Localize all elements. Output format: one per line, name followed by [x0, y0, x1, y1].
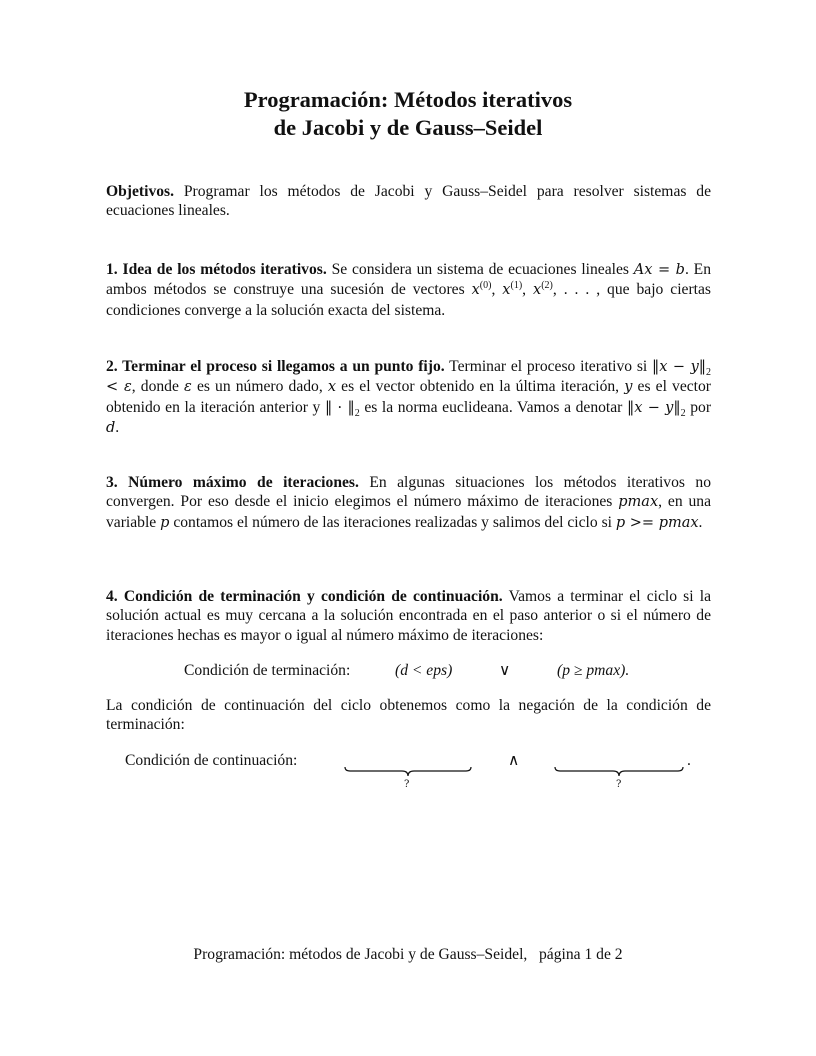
continuation-label: Condición de continuación: [125, 752, 298, 769]
less-than-eps: < ε [106, 379, 132, 396]
section-2-text: Terminar el proceso iterativo si [449, 358, 648, 375]
symbol-p: p [160, 514, 170, 531]
section-2-text: , donde [131, 378, 179, 396]
section-3-paragraph [106, 473, 711, 533]
section-3-text: . [698, 513, 703, 531]
underbrace-2 [554, 766, 684, 778]
title-line-2: de Jacobi y de Gauss–Seidel [273, 115, 543, 140]
section-4-heading: 4. Condición de terminación y condición de continuación. [106, 588, 503, 605]
section-2-text: es un número dado, [196, 378, 323, 396]
section-1-text: , . . . , que bajo ciertas condiciones converge a la solución exacta del sistema. [106, 281, 711, 319]
objetivos-paragraph [106, 182, 711, 221]
vector-x1: x [502, 282, 511, 299]
placeholder-question-2: ? [616, 779, 622, 790]
section-3-text: contamos el número de las iteraciones realizadas y salimos del ciclo si [173, 513, 612, 531]
section-2-text: por [690, 398, 712, 416]
negation-paragraph: La condición de continuación del ciclo obtenemos como la negación de la condición de terminación: [106, 697, 711, 734]
objetivos-heading: Objetivos. [106, 183, 175, 200]
superscript-0: (0) [479, 280, 492, 292]
superscript-1: (1) [510, 280, 523, 292]
section-1-paragraph: 1. Idea de los métodos iterativos. Se considera un sistema de ecuaciones lineales Ax = b. En ambos métodos se construye una sucesión de vectores $x^{(0)}$, $x^{(1)}$, $x^{(2)}$, . . . , que bajo ciertas condiciones converge a la solución exacta del sistema. [106, 261, 711, 319]
section-3-heading: 3. Número máximo de iteraciones. [106, 474, 359, 491]
equation-ax-b: Ax = b [633, 262, 685, 278]
termination-condition-a: (d < eps) [395, 662, 453, 679]
symbol-pmax: pmax [618, 494, 659, 511]
section-1-text: . En ambos métodos se construye una sucesión de vectores [106, 261, 711, 299]
symbol-d: d [106, 419, 116, 436]
superscript-2: (2) [541, 280, 553, 292]
section-3-text: En algunas situaciones los métodos iterativos no convergen. Por eso desde el inicio elegimos el número máximo de iteraciones [106, 474, 712, 511]
norm-expression: ‖x − y‖ [626, 399, 681, 416]
norm-subscript: 2 [680, 407, 686, 419]
norm-subscript: 2 [706, 367, 712, 379]
section-2-text: es la norma euclideana. Vamos a denotar [364, 398, 623, 416]
section-3-text: , en una variable [106, 493, 711, 531]
termination-condition-b: (p ≥ pmax). [557, 662, 630, 679]
and-symbol: ∧ [508, 752, 520, 769]
placeholder-question-1: ? [404, 779, 410, 790]
section-2-text: es el vector obtenido en la última iteración, [341, 378, 620, 396]
norm-subscript: 2 [354, 407, 360, 419]
section-2-text: es el vector obtenido en la iteración anterior y [106, 378, 711, 416]
underbrace-1 [344, 766, 472, 778]
section-2-heading: 2. Terminar el proceso si llegamos a un punto fijo. [106, 358, 445, 375]
vector-x2: x [533, 282, 542, 299]
section-4-text: Vamos a terminar el ciclo si la solución actual es muy cercana a la solución encontrada en el paso anterior o si el número de iteraciones hechas es mayor o igual al número máximo de iteraciones: [106, 588, 711, 644]
norm-expression: ‖x − y‖ [652, 359, 707, 375]
objetivos-text: Programar los métodos de Jacobi y Gauss–Seidel para resolver sistemas de ecuaciones lineales. [106, 183, 711, 220]
or-symbol: ∨ [499, 662, 511, 679]
vector-x0: x [471, 282, 480, 299]
continuation-period: . [687, 752, 691, 769]
page-footer: Programación: métodos de Jacobi y de Gauss–Seidel, página 1 de 2 [193, 946, 623, 963]
norm-notation: ‖ · ‖ [324, 399, 355, 416]
section-1-heading: 1. Idea de los métodos iterativos. [106, 261, 327, 278]
condition-p-pmax: p >= pmax [615, 514, 699, 531]
symbol-x: x [327, 379, 337, 396]
epsilon-symbol: ε [184, 379, 192, 396]
section-4-paragraph [106, 587, 711, 645]
termination-label: Condición de terminación: [184, 662, 351, 679]
title-line-1: Programación: Métodos iterativos [243, 87, 573, 112]
section-1-text: Se considera un sistema de ecuaciones lineales [331, 261, 629, 278]
section-2-text: . [115, 418, 120, 436]
section-2-paragraph [106, 357, 711, 438]
page-title [0, 86, 816, 142]
symbol-y: y [624, 379, 633, 396]
